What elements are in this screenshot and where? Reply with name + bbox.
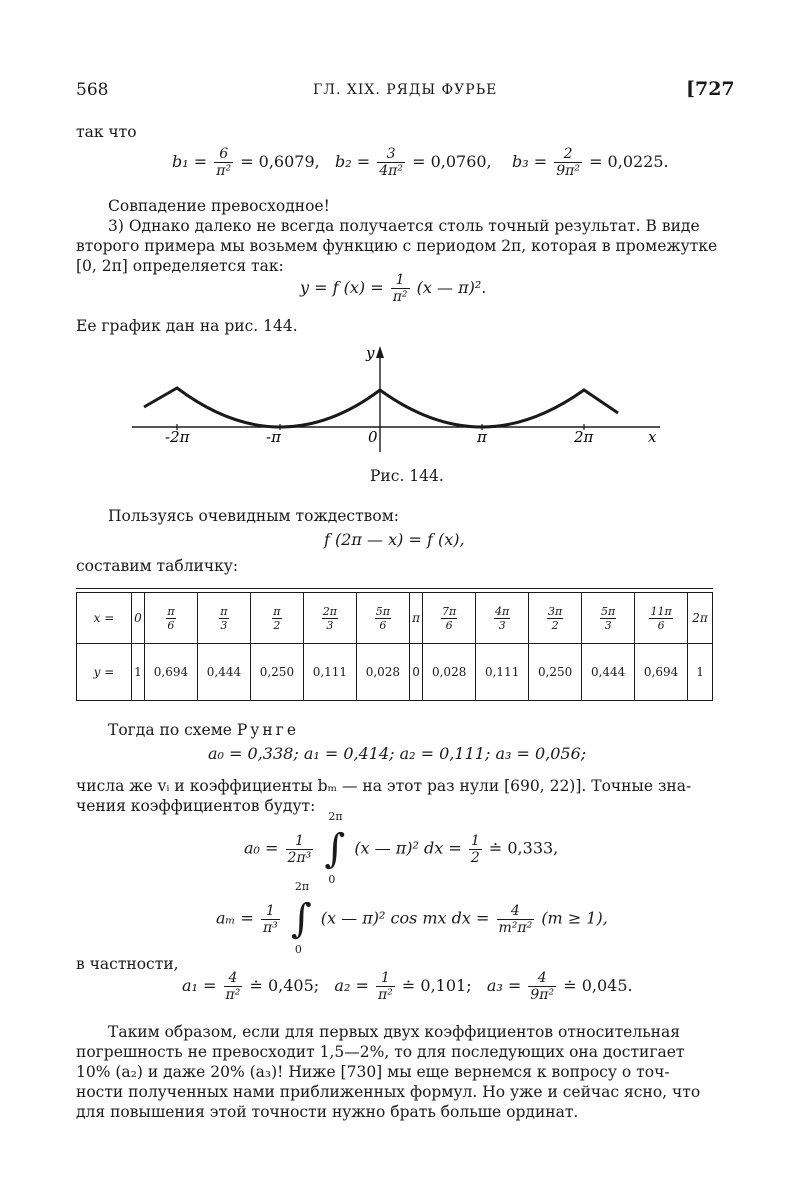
equation-a0-integral [244, 810, 559, 886]
table-cell-x-fraction [600, 605, 616, 632]
table-cell-y: 0 [409, 644, 422, 701]
table-cell-x [303, 593, 356, 644]
paragraph-graph-ref: Ее график дан на рис. 144. [76, 317, 298, 335]
table-top-rule [76, 588, 713, 589]
table-cell-x-num: π [273, 604, 281, 618]
figure-caption: Рис. 144. [370, 467, 444, 485]
tick-label-zero: 0 [368, 428, 378, 446]
section-number: [727 [686, 78, 735, 100]
table-cell-x [688, 593, 713, 644]
table-cell-x-fraction [166, 605, 175, 632]
eq-b1-den: π² [216, 163, 232, 179]
y-axis-label: y [366, 344, 375, 362]
eq-a3-fraction [528, 970, 556, 1003]
paragraph-excellent: Совпадение превосходное! [108, 197, 330, 215]
paragraph-example-line2: второго примера мы возьмем функцию с периодом 2π, которая в промежутке [76, 237, 718, 255]
paragraph-in-particular: в частности, [76, 955, 179, 973]
table-cell-x-den: 3 [326, 618, 334, 632]
table-cell-x-den: 3 [498, 618, 506, 632]
table-cell-x-num: 11π [650, 604, 672, 618]
paragraph-conclusion-line1: Таким образом, если для первых двух коэффициентов относительная [108, 1023, 680, 1041]
paragraph-conclusion-line2: погрешность не превосходит 1,5—2%, то для последующих она достигает [76, 1043, 685, 1061]
eq-am-upper-limit: 2π [294, 880, 310, 893]
table-cell-x-num: π [220, 604, 228, 618]
eq-a1-fraction [224, 970, 243, 1003]
eq-am-integrand: (x — π)² cos mx dx = [320, 908, 490, 928]
equation-particular-values [182, 970, 633, 1003]
table-cell-x [144, 593, 197, 644]
eq-am-fraction [261, 903, 280, 936]
table-cell-x-num: 2π [322, 604, 337, 618]
eq-a0-num: 1 [286, 833, 314, 850]
table-cell-y: 0,028 [356, 644, 409, 701]
eq-f-rhs: (x — π)². [416, 278, 487, 297]
eq-b3-lhs: b₃ = [511, 152, 548, 171]
tick-label-minus-pi: -π [266, 428, 281, 446]
table-cell-x [529, 593, 582, 644]
paragraph-example-line1: 3) Однако далеко не всегда получается столь точный результат. В виде [108, 217, 700, 235]
table-cell-y: 0,250 [250, 644, 303, 701]
page-number: 568 [76, 80, 109, 100]
table-cell-x-fraction [272, 605, 281, 632]
eq-f-den: π² [392, 289, 408, 305]
eq-b3-num: 2 [554, 146, 582, 163]
table-cell-y: 0,444 [582, 644, 635, 701]
paragraph-conclusion-line4: ности полученных нами приближенных формул. Но уже и сейчас ясно, что [76, 1083, 701, 1101]
runge-prefix: Тогда по схеме [108, 721, 232, 739]
eq-am-num2: 4 [497, 903, 535, 920]
eq-b2-value: = 0,0760, [412, 152, 492, 171]
table-cell-y: 0,111 [303, 644, 356, 701]
tick-label-pi: π [477, 428, 487, 446]
paragraph-example-line3: [0, 2π] определяется так: [76, 257, 284, 275]
eq-b1-fraction [214, 146, 233, 179]
table-cell-x [409, 593, 422, 644]
eq-a0-integrand: (x — π)² dx = [354, 838, 462, 858]
table-row-y [77, 644, 713, 701]
table-cell-x [635, 593, 688, 644]
tick-label-2pi: 2π [574, 428, 594, 446]
y-axis-arrow [376, 346, 384, 358]
eq-am-fraction-2 [497, 903, 535, 936]
eq-f-fraction [391, 272, 410, 305]
eq-b1-num: 6 [214, 146, 233, 163]
eq-a1-lhs: a₁ = [182, 976, 217, 995]
eq-a3-lhs: a₃ = [486, 976, 522, 995]
table-cell-x-den: 3 [220, 618, 228, 632]
table-cell-x-den: 6 [379, 618, 387, 632]
eq-a0-rhs: ≐ 0,333, [488, 838, 559, 858]
table-cell-x-value: π [412, 611, 420, 625]
table-cell-x-fraction [322, 605, 338, 632]
table-cell-x-fraction [547, 605, 563, 632]
eq-a0-fraction-2 [469, 833, 482, 866]
eq-b3-value: = 0,0225. [589, 152, 669, 171]
eq-a0-fraction [286, 833, 314, 866]
eq-a0-lhs: a₀ = [244, 838, 279, 858]
eq-f-lhs: y = f (x) = [300, 278, 384, 297]
paragraph-intro: так что [76, 123, 137, 141]
equation-b-coefficients [172, 146, 669, 179]
tick-label-minus-2pi: -2π [165, 428, 190, 446]
integral-sign-am: ∫ 2π 0 [290, 880, 312, 956]
table-cell-y: 0,111 [476, 644, 529, 701]
eq-a0-den: 2π³ [287, 849, 312, 866]
table-cell-x-den: 2 [551, 618, 559, 632]
eq-am-den2: m²π² [498, 919, 533, 936]
equation-runge-values: a₀ = 0,338; a₁ = 0,414; a₂ = 0,111; a₃ = 0,056; [208, 744, 587, 763]
eq-am-num: 1 [261, 903, 280, 920]
eq-a3-value: ≐ 0,045. [563, 976, 633, 995]
eq-b1-value: = 0,6079, [240, 152, 320, 171]
table-cell-x-num: 5π [375, 604, 390, 618]
eq-f-num: 1 [391, 272, 410, 289]
table-cell-y: 0,250 [529, 644, 582, 701]
table-cell-x [250, 593, 303, 644]
paragraph-table-intro: составим табличку: [76, 557, 239, 575]
table-cell-x-den: 2 [273, 618, 281, 632]
paragraph-exact-line2: чения коэффициентов будут: [76, 797, 316, 815]
eq-a0-den2: 2 [470, 849, 480, 866]
table-cell-x-num: π [167, 604, 175, 618]
equation-identity: f (2π — x) = f (x), [324, 530, 465, 549]
table-cell-y: 0,694 [635, 644, 688, 701]
eq-am-rhs: (m ≥ 1), [541, 908, 608, 928]
eq-b2-fraction [377, 146, 405, 179]
table-cell-y: 0,444 [197, 644, 250, 701]
table-cell-x-value: 2π [692, 611, 708, 625]
eq-am-lhs: aₘ = [216, 908, 254, 928]
table-cell-y: 1 [132, 644, 145, 701]
table-cell-x-num: 7π [442, 604, 457, 618]
paragraph-conclusion-line5: для повышения этой точности нужно брать больше ординат. [76, 1103, 579, 1121]
table-cell-x-value: 0 [134, 611, 142, 625]
paragraph-identity-intro: Пользуясь очевидным тождеством: [108, 507, 400, 525]
table-header-y: y = [77, 644, 132, 701]
eq-b2-den: 4π² [379, 163, 403, 179]
table-cell-x-fraction [494, 605, 510, 632]
equation-function [300, 272, 486, 305]
paragraph-conclusion-line3: 10% (a₂) и даже 20% (a₃)! Ниже [730] мы еще вернемся к вопросу о точ- [76, 1063, 670, 1081]
eq-a2-value: ≐ 0,101; [401, 976, 472, 995]
paragraph-runge [108, 720, 299, 740]
eq-a3-num: 4 [528, 970, 556, 987]
table-cell-x [423, 593, 476, 644]
table-cell-x-fraction [649, 605, 672, 632]
eq-a2-lhs: a₂ = [334, 976, 369, 995]
table-cell-x [197, 593, 250, 644]
table-cell-x-den: 6 [657, 618, 665, 632]
eq-a2-den: π² [377, 987, 393, 1003]
table-cell-y: 0,028 [423, 644, 476, 701]
table-cell-x-fraction [441, 605, 457, 632]
table-cell-x [132, 593, 145, 644]
function-curve [144, 388, 618, 427]
equation-am-integral [216, 880, 608, 956]
table-cell-x-den: 6 [167, 618, 175, 632]
eq-b3-fraction [554, 146, 582, 179]
eq-b2-lhs: b₂ = [335, 152, 371, 171]
table-cell-x [476, 593, 529, 644]
chapter-title: ГЛ. XIX. РЯДЫ ФУРЬЕ [313, 82, 498, 98]
eq-a0-upper-limit: 2π [328, 810, 343, 823]
table-cell-y: 0,694 [144, 644, 197, 701]
table-row-x [77, 593, 713, 644]
eq-a0-num2: 1 [470, 832, 480, 849]
table-cell-x-num: 5π [601, 604, 616, 618]
table-cell-x [582, 593, 635, 644]
eq-a1-value: ≐ 0,405; [249, 976, 320, 995]
figure-144-graph [120, 340, 680, 460]
eq-b1-lhs: b₁ = [172, 152, 208, 171]
eq-a0-lower-limit: 0 [328, 873, 336, 886]
table-cell-x-num: 3π [548, 604, 563, 618]
eq-am-den: π³ [262, 919, 278, 936]
table-cell-x-fraction [219, 605, 228, 632]
table-cell-x [356, 593, 409, 644]
table-header-x: x = [77, 593, 132, 644]
eq-a3-den: 9π² [530, 987, 555, 1003]
runge-name: Рунге [236, 721, 300, 739]
eq-am-lower-limit: 0 [294, 943, 302, 956]
eq-b2-num: 3 [377, 146, 405, 163]
table-cell-x-num: 4π [495, 604, 510, 618]
eq-a2-num: 1 [376, 970, 395, 987]
eq-a1-num: 4 [224, 970, 243, 987]
eq-a1-den: π² [225, 987, 241, 1003]
table-cell-x-fraction [375, 605, 391, 632]
values-table [76, 592, 713, 701]
eq-a2-fraction [376, 970, 395, 1003]
eq-b3-den: 9π² [556, 163, 580, 179]
table-cell-x-den: 6 [445, 618, 453, 632]
paragraph-exact-line1: числа же vᵢ и коэффициенты bₘ — на этот раз нули [690, 22)]. Точные зна- [76, 777, 692, 795]
integral-sign-a0: ∫ 2π 0 [324, 810, 346, 886]
table-cell-y: 1 [688, 644, 713, 701]
table-cell-x-den: 3 [604, 618, 612, 632]
x-axis-label: x [648, 428, 657, 446]
